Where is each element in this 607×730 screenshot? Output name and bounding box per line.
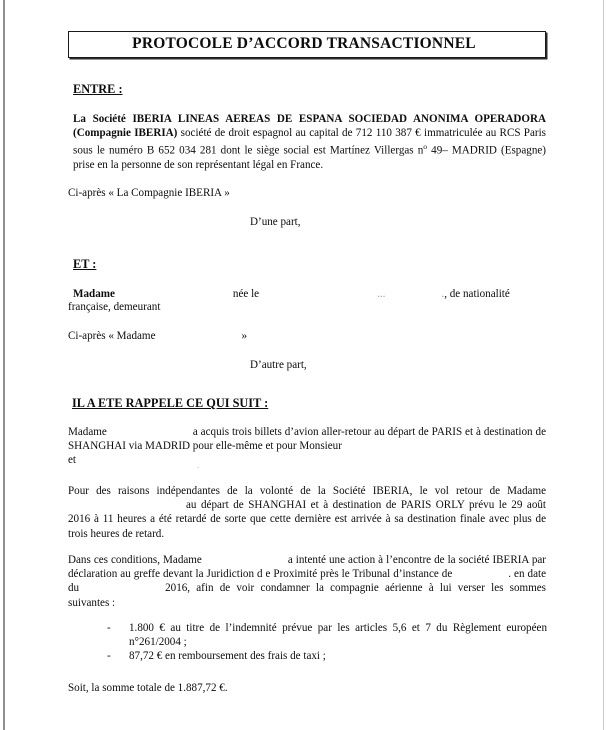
party-two-nationality-tail: , de nationalité [444,288,510,300]
party-two-nationality-line: française, demeurant [68,301,161,313]
party-two-designation [68,329,247,343]
party-one-designation: Ci-après « La Compagnie IBERIA » [68,187,230,199]
claim-text: 87,72 € en remboursement des frais de taxi ; [129,650,326,663]
list-item [107,649,547,663]
bullet-dash-icon: - [107,622,111,634]
party-one-company-name: La Société IBERIA LINEAS AEREAS DE ESPANA SOCIEDAD ANONIMA OPERADORA (Compagnie IBERIA) [73,113,546,140]
recital-three-paragraph [68,553,546,610]
party-two-part-label: D’autre part, [250,359,307,371]
claims-list [107,621,547,664]
party-one-details: société de droit espagnol au capital de 712 110 387 € immatriculée au RCS Paris sous le numéro B 652 034 281 dont le siège social est Martínez Villergas n [73,127,546,158]
scan-speck-recital-one: . [197,460,200,471]
party-two-nee-le-label: née le [232,288,260,300]
party-two-designation-prefix: Ci-après « Madame [68,330,156,342]
recital-two-text-part-one: Pour des raisons indépendantes de la volonté de la Société IBERIA, le vol retour de Madame [68,485,546,497]
party-one-paragraph [73,112,546,173]
recital-one-text: a acquis trois billets d’avion aller-retour au départ de PARIS et à destination de SHANGHAI via MADRID pour elle-même et pour Monsieur [68,426,546,453]
recital-three-text-part-four: 2016, afin de voir condamner la compagnie aérienne à lui verser les sommes suivantes : [68,582,546,609]
recital-two-paragraph [68,484,546,541]
heading-rappele: IL A ETE RAPPELE CE QUI SUIT : [72,396,269,410]
heading-entre: ENTRE : [73,82,123,96]
party-two-madame-label: Madame [73,288,115,300]
scan-artifact-left-edge [3,0,5,730]
recital-three-text-part-two: a intenté une action à l’encontre de la société IBERIA par déclaration au greffe devant la Juridiction d e Proximité près le Tribunal d’instance de [68,554,546,581]
list-item [107,621,547,649]
recital-one-continuation: et [68,454,77,466]
party-two-designation-suffix: » [241,330,248,342]
document-title-box [68,31,546,58]
scan-artifact-right-edge [603,0,604,730]
redaction-period: . [441,288,445,300]
claim-text: 1.800 € au titre de l’indemnité prévue par les articles 5,6 et 7 du Règlement européen n°261/2004 ; [129,622,547,649]
party-one-part-label: D’une part, [250,216,301,228]
party-one-address-tail: 49– MADRID (Espagne) prise en la personne de son représentant légal en France. [73,145,546,172]
recital-three-text-part-one: Dans ces conditions, Madame [68,554,202,566]
recital-one-paragraph [68,425,546,453]
heading-et: ET : [73,257,97,271]
recital-two-text-part-two: au départ de SHANGHAI et à destination de PARIS ORLY prévu le 29 août 2016 à 11 heures a été retardé de sorte que cette dernière est arrivée à sa destination finale avec plus de trois heures de retard. [68,499,546,540]
ordinal-superscript: o [423,142,428,152]
claims-total-line: Soit, la somme totale de 1.887,72 €. [68,682,228,694]
recital-three-text-part-three: . en date du [68,568,546,595]
redaction-dots: ... [377,288,386,300]
bullet-dash-icon: - [107,650,111,663]
page-title: PROTOCOLE D’ACCORD TRANSACTIONNEL [132,35,476,52]
recital-one-madame-label: Madame [68,426,107,438]
